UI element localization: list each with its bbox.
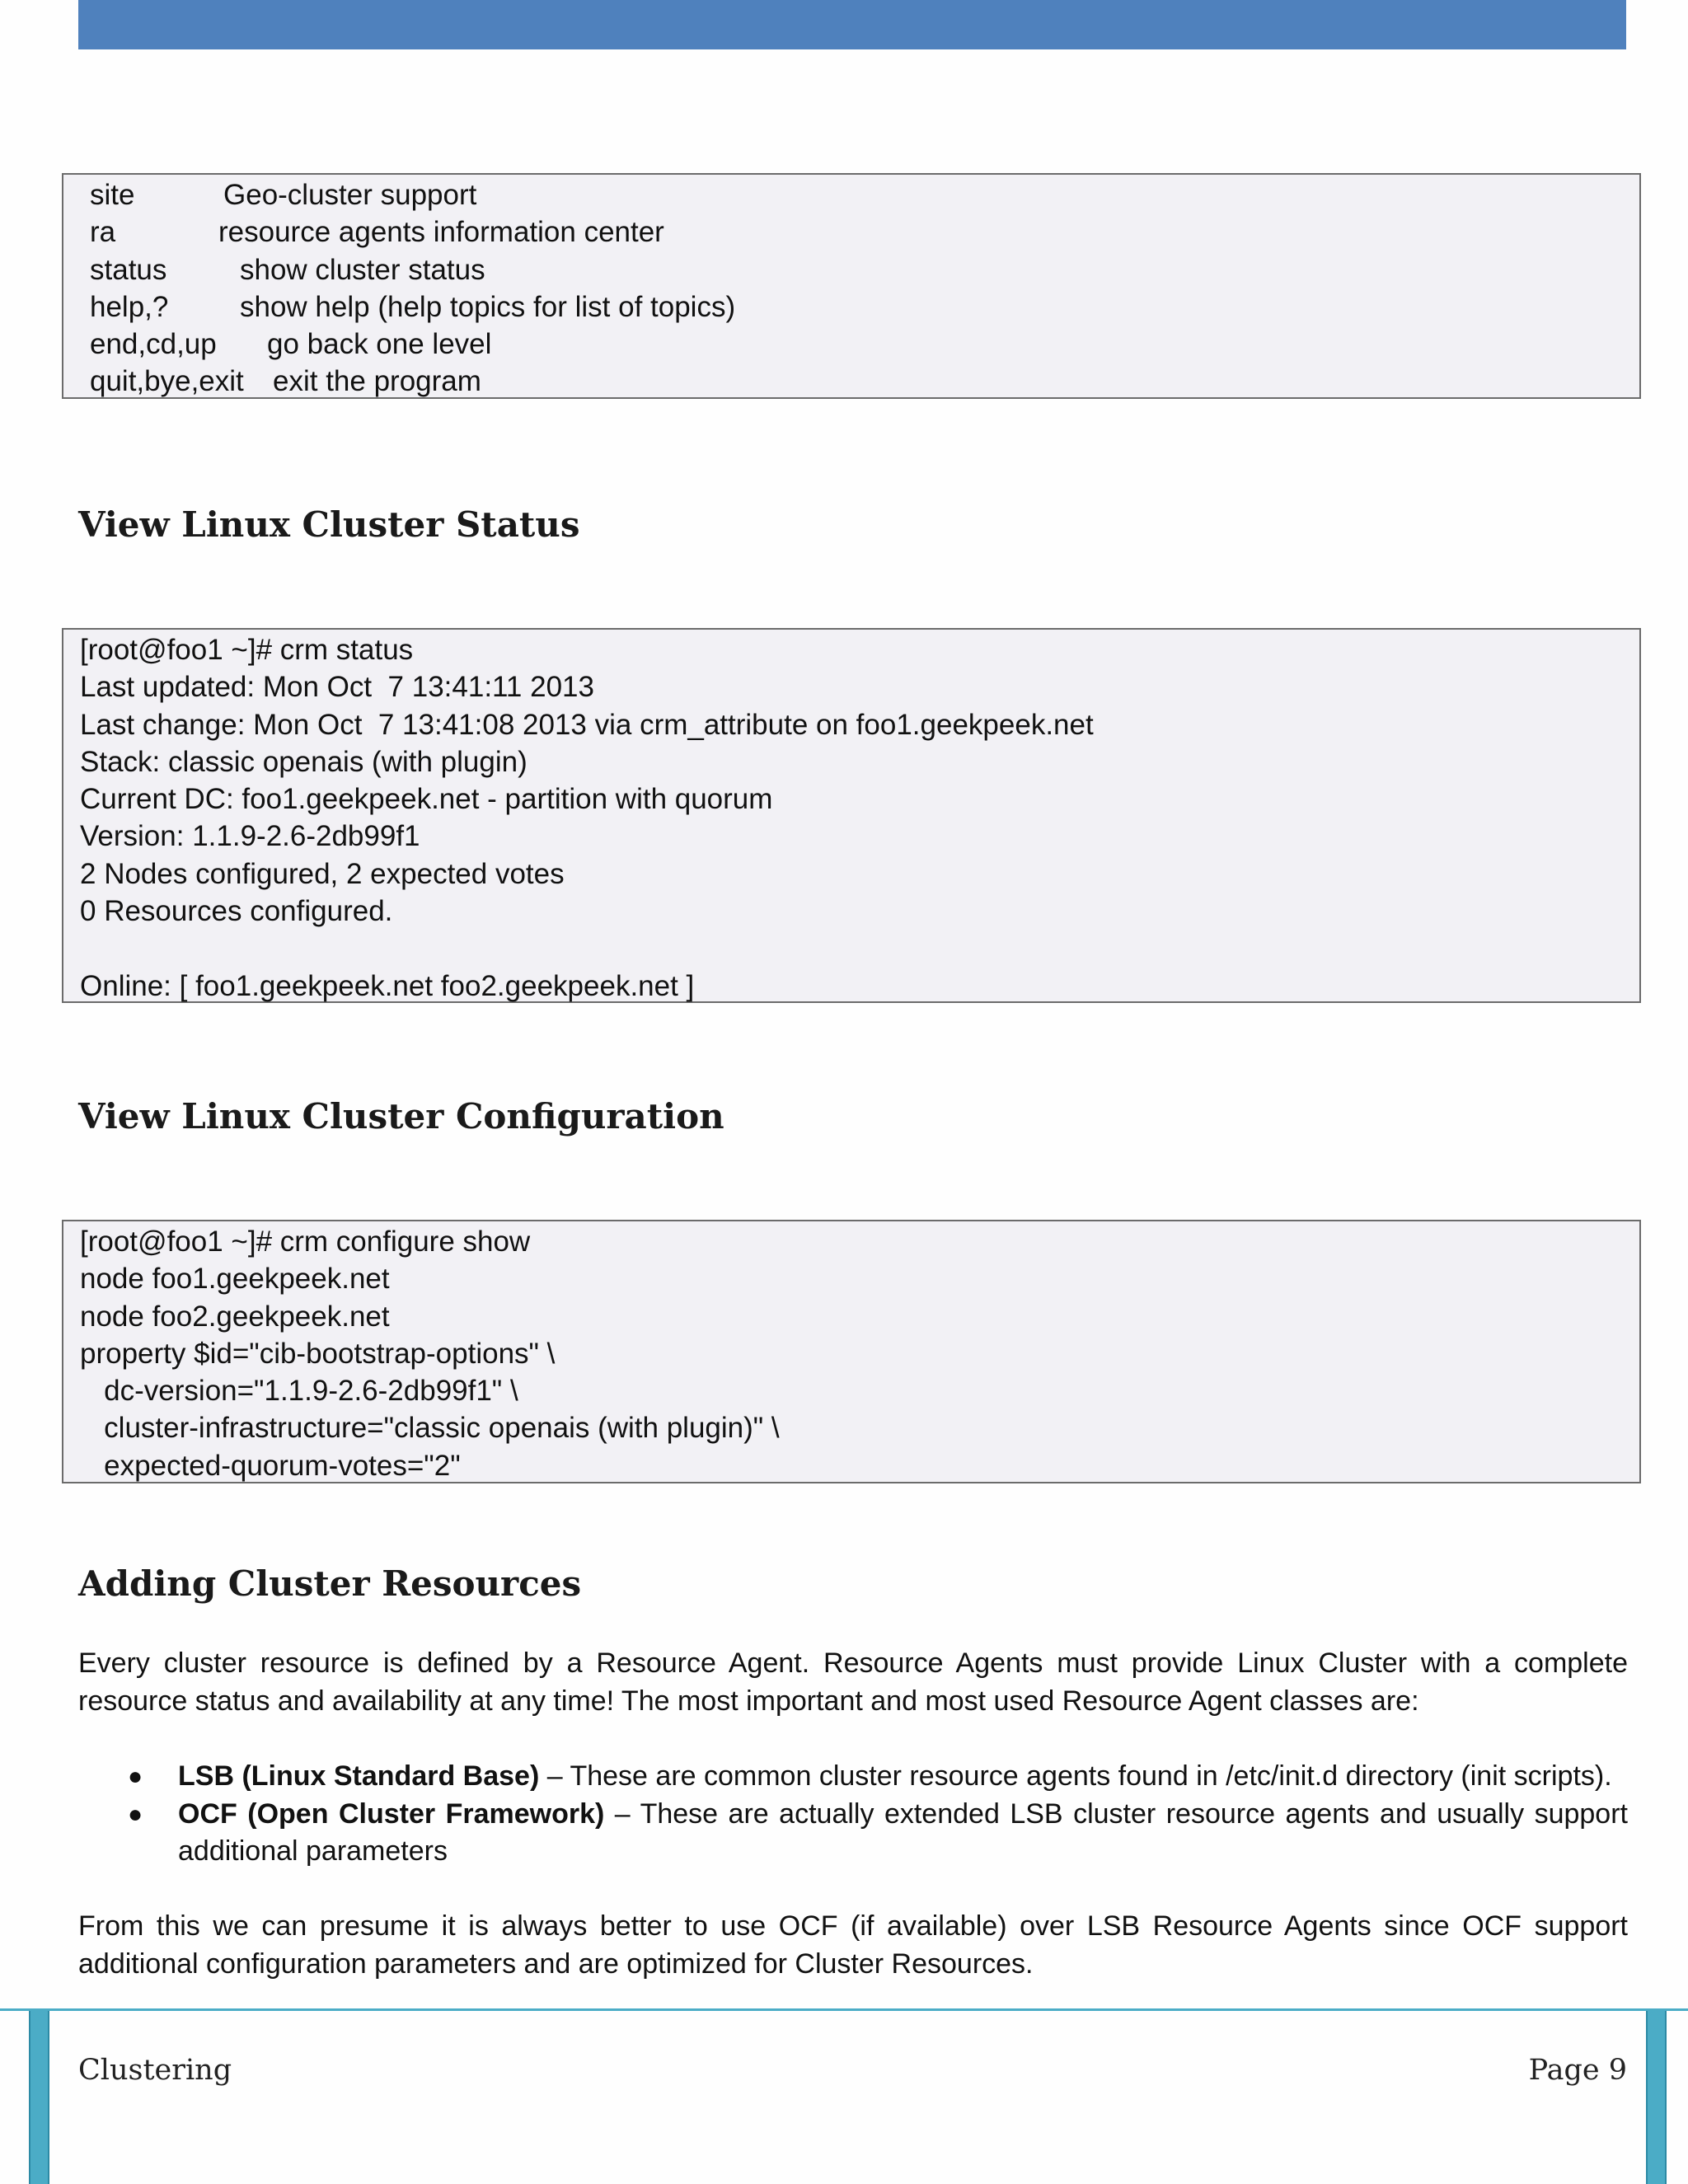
section-heading-config: View Linux Cluster Configuration bbox=[78, 1096, 724, 1137]
command-line bbox=[90, 176, 1639, 213]
code-line: Last change: Mon Oct 7 13:41:08 2013 via crm_attribute on foo1.geekpeek.net bbox=[80, 708, 1094, 741]
command-name: ra bbox=[90, 216, 116, 249]
code-line: Online: [ foo1.geekpeek.net foo2.geekpeek.net ] bbox=[80, 969, 695, 1002]
code-line: node foo2.geekpeek.net bbox=[80, 1300, 390, 1333]
list-item-text: – These are actually extended LSB cluster resource agents and usually support additional parameters bbox=[178, 1797, 1628, 1867]
command-desc: resource agents information center bbox=[218, 216, 664, 249]
section-heading-resources: Adding Cluster Resources bbox=[78, 1563, 582, 1604]
code-line: Stack: classic openais (with plugin) bbox=[80, 745, 528, 778]
code-line: Current DC: foo1.geekpeek.net - partition with quorum bbox=[80, 783, 773, 816]
resource-agent-classes-list bbox=[78, 1758, 1628, 1871]
code-line: [root@foo1 ~]# crm status bbox=[80, 634, 414, 666]
command-line bbox=[90, 363, 1639, 400]
code-line: expected-quorum-votes="2" bbox=[80, 1449, 461, 1482]
command-name: site bbox=[90, 179, 135, 211]
code-line: 0 Resources configured. bbox=[80, 895, 393, 928]
list-item bbox=[78, 1796, 1628, 1871]
list-item-term: LSB (Linux Standard Base) bbox=[178, 1760, 540, 1792]
bullet-icon: ● bbox=[128, 1800, 143, 1828]
command-name: help,? bbox=[90, 290, 169, 323]
code-line: 2 Nodes configured, 2 expected votes bbox=[80, 857, 565, 890]
command-desc: go back one level bbox=[267, 328, 492, 361]
status-code-box bbox=[62, 628, 1641, 1003]
code-line: node foo1.geekpeek.net bbox=[80, 1263, 390, 1296]
code-line: [root@foo1 ~]# crm configure show bbox=[80, 1226, 531, 1258]
header-bar bbox=[78, 0, 1626, 49]
command-name: status bbox=[90, 253, 167, 286]
code-line: Version: 1.1.9-2.6-2db99f1 bbox=[80, 820, 420, 853]
resources-conclusion-paragraph: From this we can presume it is always better to use OCF (if available) over LSB Resource Agents since OCF support additional configuration parameters and are optimized for Cluster Resources. bbox=[78, 1910, 1628, 1980]
commands-code-box bbox=[62, 173, 1641, 399]
list-item bbox=[78, 1758, 1628, 1796]
section-heading-status: View Linux Cluster Status bbox=[78, 504, 580, 545]
command-line bbox=[90, 251, 1639, 288]
code-line: cluster-infrastructure="classic openais (with plugin)" \ bbox=[80, 1412, 780, 1445]
code-line: dc-version="1.1.9-2.6-2db99f1" \ bbox=[80, 1375, 518, 1408]
command-line bbox=[90, 288, 1639, 326]
code-line: property $id="cib-bootstrap-options" \ bbox=[80, 1337, 556, 1370]
command-desc: show cluster status bbox=[240, 253, 485, 286]
code-line bbox=[80, 930, 1639, 967]
code-line: Last updated: Mon Oct 7 13:41:11 2013 bbox=[80, 671, 594, 704]
command-desc: show help (help topics for list of topics) bbox=[240, 290, 736, 323]
command-name: end,cd,up bbox=[90, 328, 217, 361]
list-item-term: OCF (Open Cluster Framework) bbox=[178, 1797, 605, 1830]
footer-right-accent bbox=[1646, 2011, 1667, 2184]
command-desc: Geo-cluster support bbox=[223, 179, 477, 211]
command-desc: exit the program bbox=[273, 365, 481, 398]
footer-page-number: Page 9 bbox=[1528, 2054, 1627, 2087]
command-line bbox=[90, 326, 1639, 363]
command-name: quit,bye,exit bbox=[90, 365, 244, 398]
command-line bbox=[90, 213, 1639, 251]
config-code-box bbox=[62, 1220, 1641, 1483]
footer-document-title: Clustering bbox=[78, 2054, 232, 2087]
list-item-text: – These are common cluster resource agents found in /etc/init.d directory (init scripts). bbox=[539, 1760, 1612, 1792]
resources-intro-paragraph: Every cluster resource is defined by a Resource Agent. Resource Agents must provide Linux Cluster with a complete resource status and availability at any time! The most important and most used Resource Agent classes are: bbox=[78, 1647, 1628, 1717]
bullet-icon: ● bbox=[128, 1763, 143, 1790]
footer-divider bbox=[0, 2008, 1688, 2011]
footer-left-accent bbox=[29, 2011, 49, 2184]
